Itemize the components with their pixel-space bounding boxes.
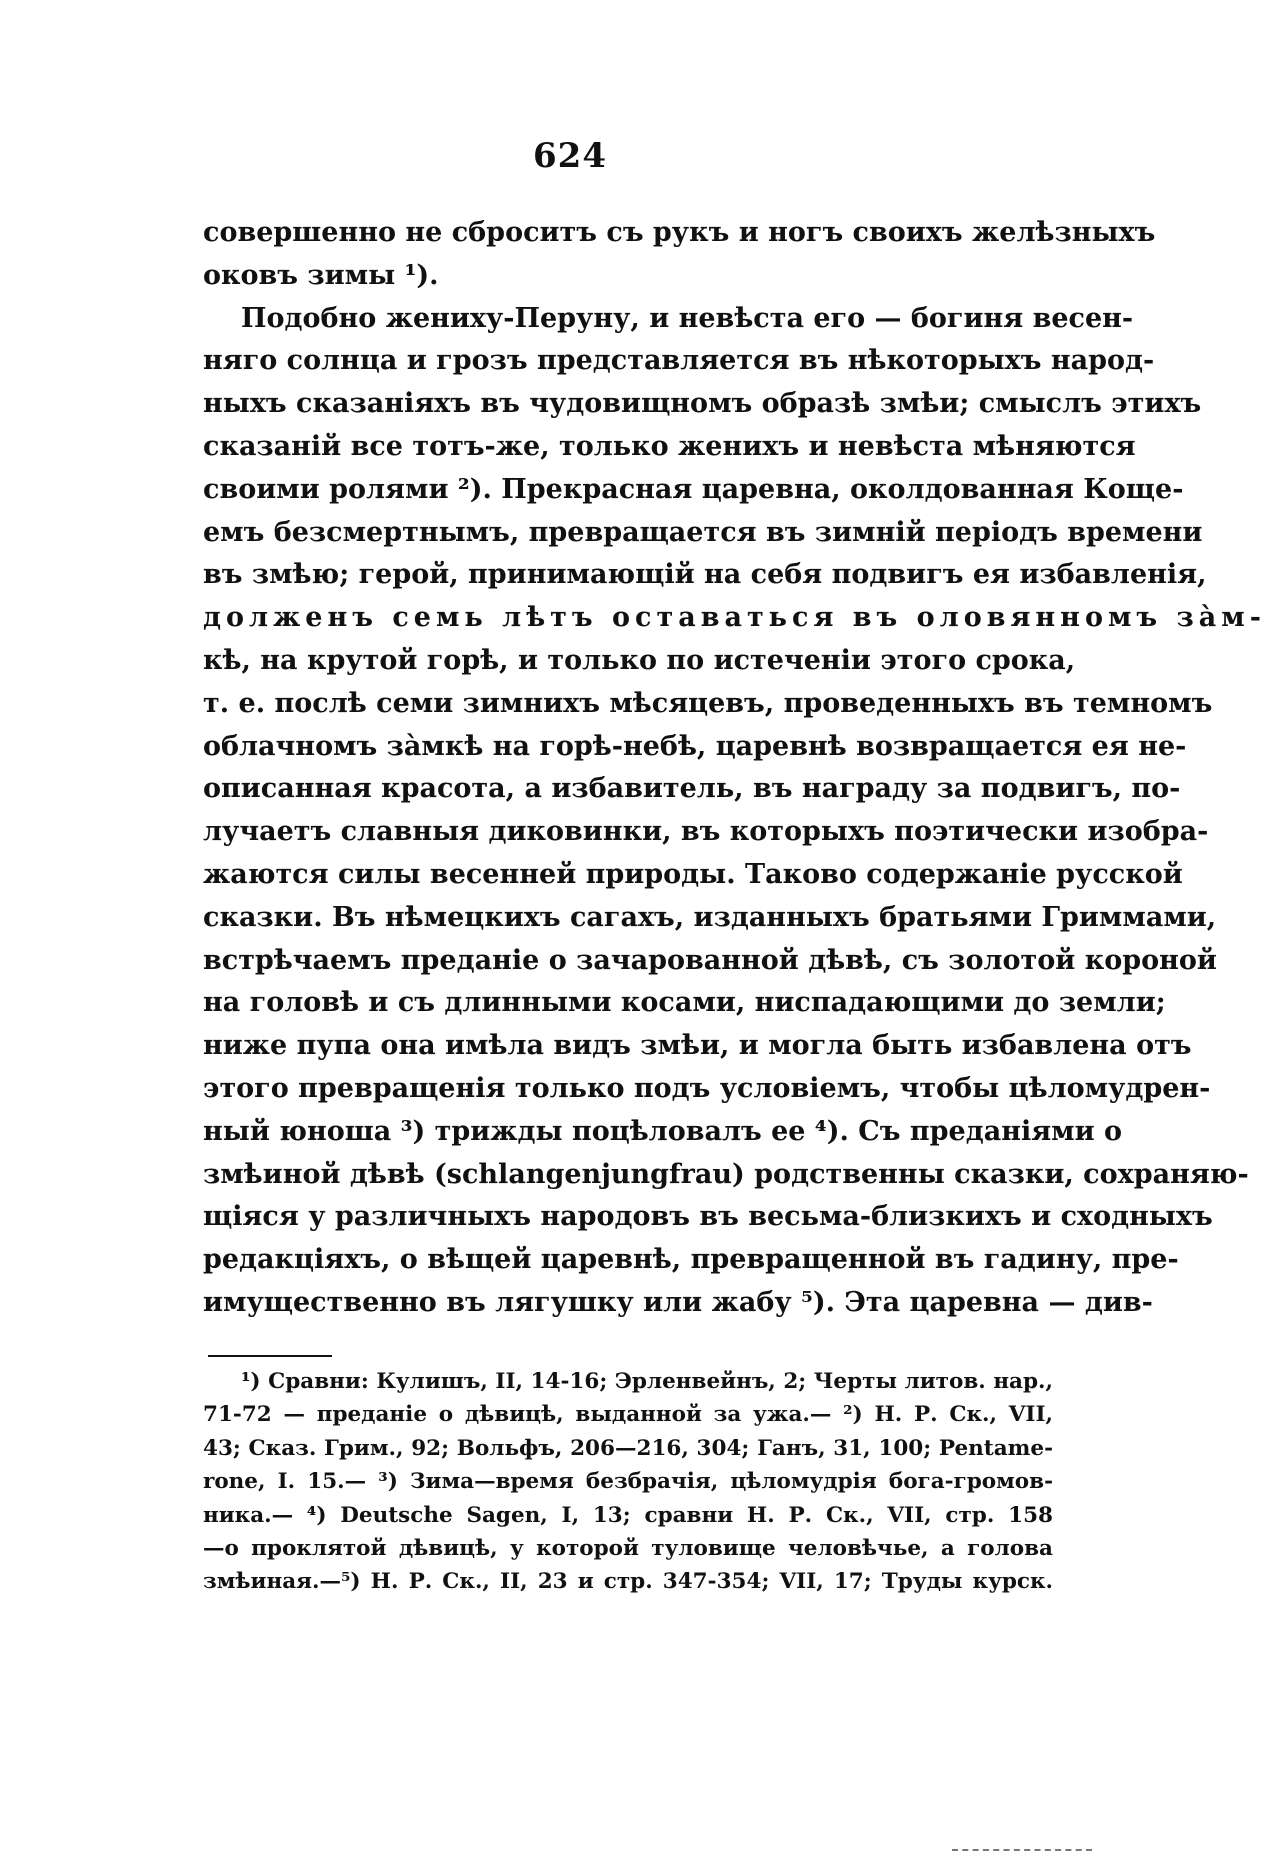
footnote-line: rone, I. 15.— ³) Зима—время безбрачія, цѣломудрія бога-громов- xyxy=(203,1469,1053,1495)
text-line: совершенно не сброситъ съ рукъ и ногъ своихъ желѣзныхъ xyxy=(203,217,1156,248)
text-line: няго солнца и грозъ представляется въ нѣкоторыхъ народ- xyxy=(203,345,1155,377)
footnote-line: 43; Сказ. Грим., 92; Вольфъ, 206—216, 304; Ганъ, 31, 100; Pentame- xyxy=(203,1435,1053,1461)
footnote-line: ¹) Сравни: Кулишъ, II, 14-16; Эрленвейнъ, 2; Черты литов. нар., xyxy=(241,1369,1053,1394)
text-line: ниже пупа она имѣла видъ змѣи, и могла быть избавлена отъ xyxy=(203,1030,1192,1062)
text-line: облачномъ зàмкѣ на горѣ-небѣ, царевнѣ возвращается ея не- xyxy=(203,730,1187,762)
text-line: емъ безсмертнымъ, превращается въ зимній періодъ времени xyxy=(203,516,1203,548)
text-line: змѣиной дѣвѣ (schlangenjungfrau) родственны сказки, сохраняю- xyxy=(203,1158,1249,1190)
text-line: Подобно жениху-Перуну, и невѣста его — богиня весен- xyxy=(241,302,1134,334)
text-line: своими ролями ²). Прекрасная царевна, околдованная Коще- xyxy=(203,473,1184,505)
text-line: редакціяхъ, о вѣщей царевнѣ, превращенной въ гадину, пре- xyxy=(203,1244,1179,1276)
footnote-separator xyxy=(208,1355,332,1357)
page-edge-mark xyxy=(952,1849,1092,1855)
text-line: ный юноша ³) трижды поцѣловалъ ее ⁴). Съ преданіями о xyxy=(203,1115,1123,1147)
text-line: описанная красота, а избавитель, въ награду за подвигъ, по- xyxy=(203,773,1181,805)
text-line: оковъ зимы ¹). xyxy=(203,259,439,291)
text-line: кѣ, на крутой горѣ, и только по истеченіи этого срока, xyxy=(203,644,1076,676)
footnote-line: 71-72 — преданіе о дѣвицѣ, выданной за ужа.— ²) Н. Р. Ск., VII, xyxy=(203,1402,1053,1428)
text-line: сказки. Въ нѣмецкихъ сагахъ, изданныхъ братьями Гриммами, xyxy=(203,901,1217,933)
text-line: въ змѣю; герой, принимающій на себя подвигъ ея избавленія, xyxy=(203,559,1207,591)
text-line: этого превращенія только подъ условіемъ, чтобы цѣломудрен- xyxy=(203,1072,1211,1104)
text-line: щіяся у различныхъ народовъ въ весьма-близкихъ и сходныхъ xyxy=(203,1201,1213,1233)
footnote-line: змѣиная.—⁵) Н. Р. Ск., II, 23 и стр. 347-354; VII, 17; Труды курск. xyxy=(203,1569,1053,1595)
footnotes xyxy=(203,1365,1053,1599)
text-line: имущественно въ лягушку или жабу ⁵). Эта царевна — див- xyxy=(203,1286,1153,1318)
page-number: 624 xyxy=(533,136,607,176)
text-line: на головѣ и съ длинными косами, ниспадающими до земли; xyxy=(203,987,1166,1019)
main-text xyxy=(203,212,1266,1325)
text-line: сказаній все тотъ-же, только женихъ и невѣста мѣняются xyxy=(203,430,1136,462)
text-line: встрѣчаемъ преданіе о зачарованной дѣвѣ, съ золотой короной xyxy=(203,944,1217,976)
text-line: лучаетъ славныя диковинки, въ которыхъ поэтически изобра- xyxy=(203,816,1209,848)
text-line: т. е. послѣ семи зимнихъ мѣсяцевъ, проведенныхъ въ темномъ xyxy=(203,687,1213,719)
footnote-line: —о проклятой дѣвицѣ, у которой туловище человѣчье, а голова xyxy=(203,1535,1053,1561)
text-line: долженъ семь лѣтъ оставаться въ оловянномъ зàм- xyxy=(203,602,1266,634)
text-line: жаются силы весенней природы. Таково содержаніе русской xyxy=(203,858,1183,890)
footnote-line: ника.— ⁴) Deutsche Sagen, I, 13; сравни Н. Р. Ск., VII, стр. 158 xyxy=(203,1502,1053,1528)
text-line: ныхъ сказаніяхъ въ чудовищномъ образѣ змѣи; смыслъ этихъ xyxy=(203,388,1202,420)
